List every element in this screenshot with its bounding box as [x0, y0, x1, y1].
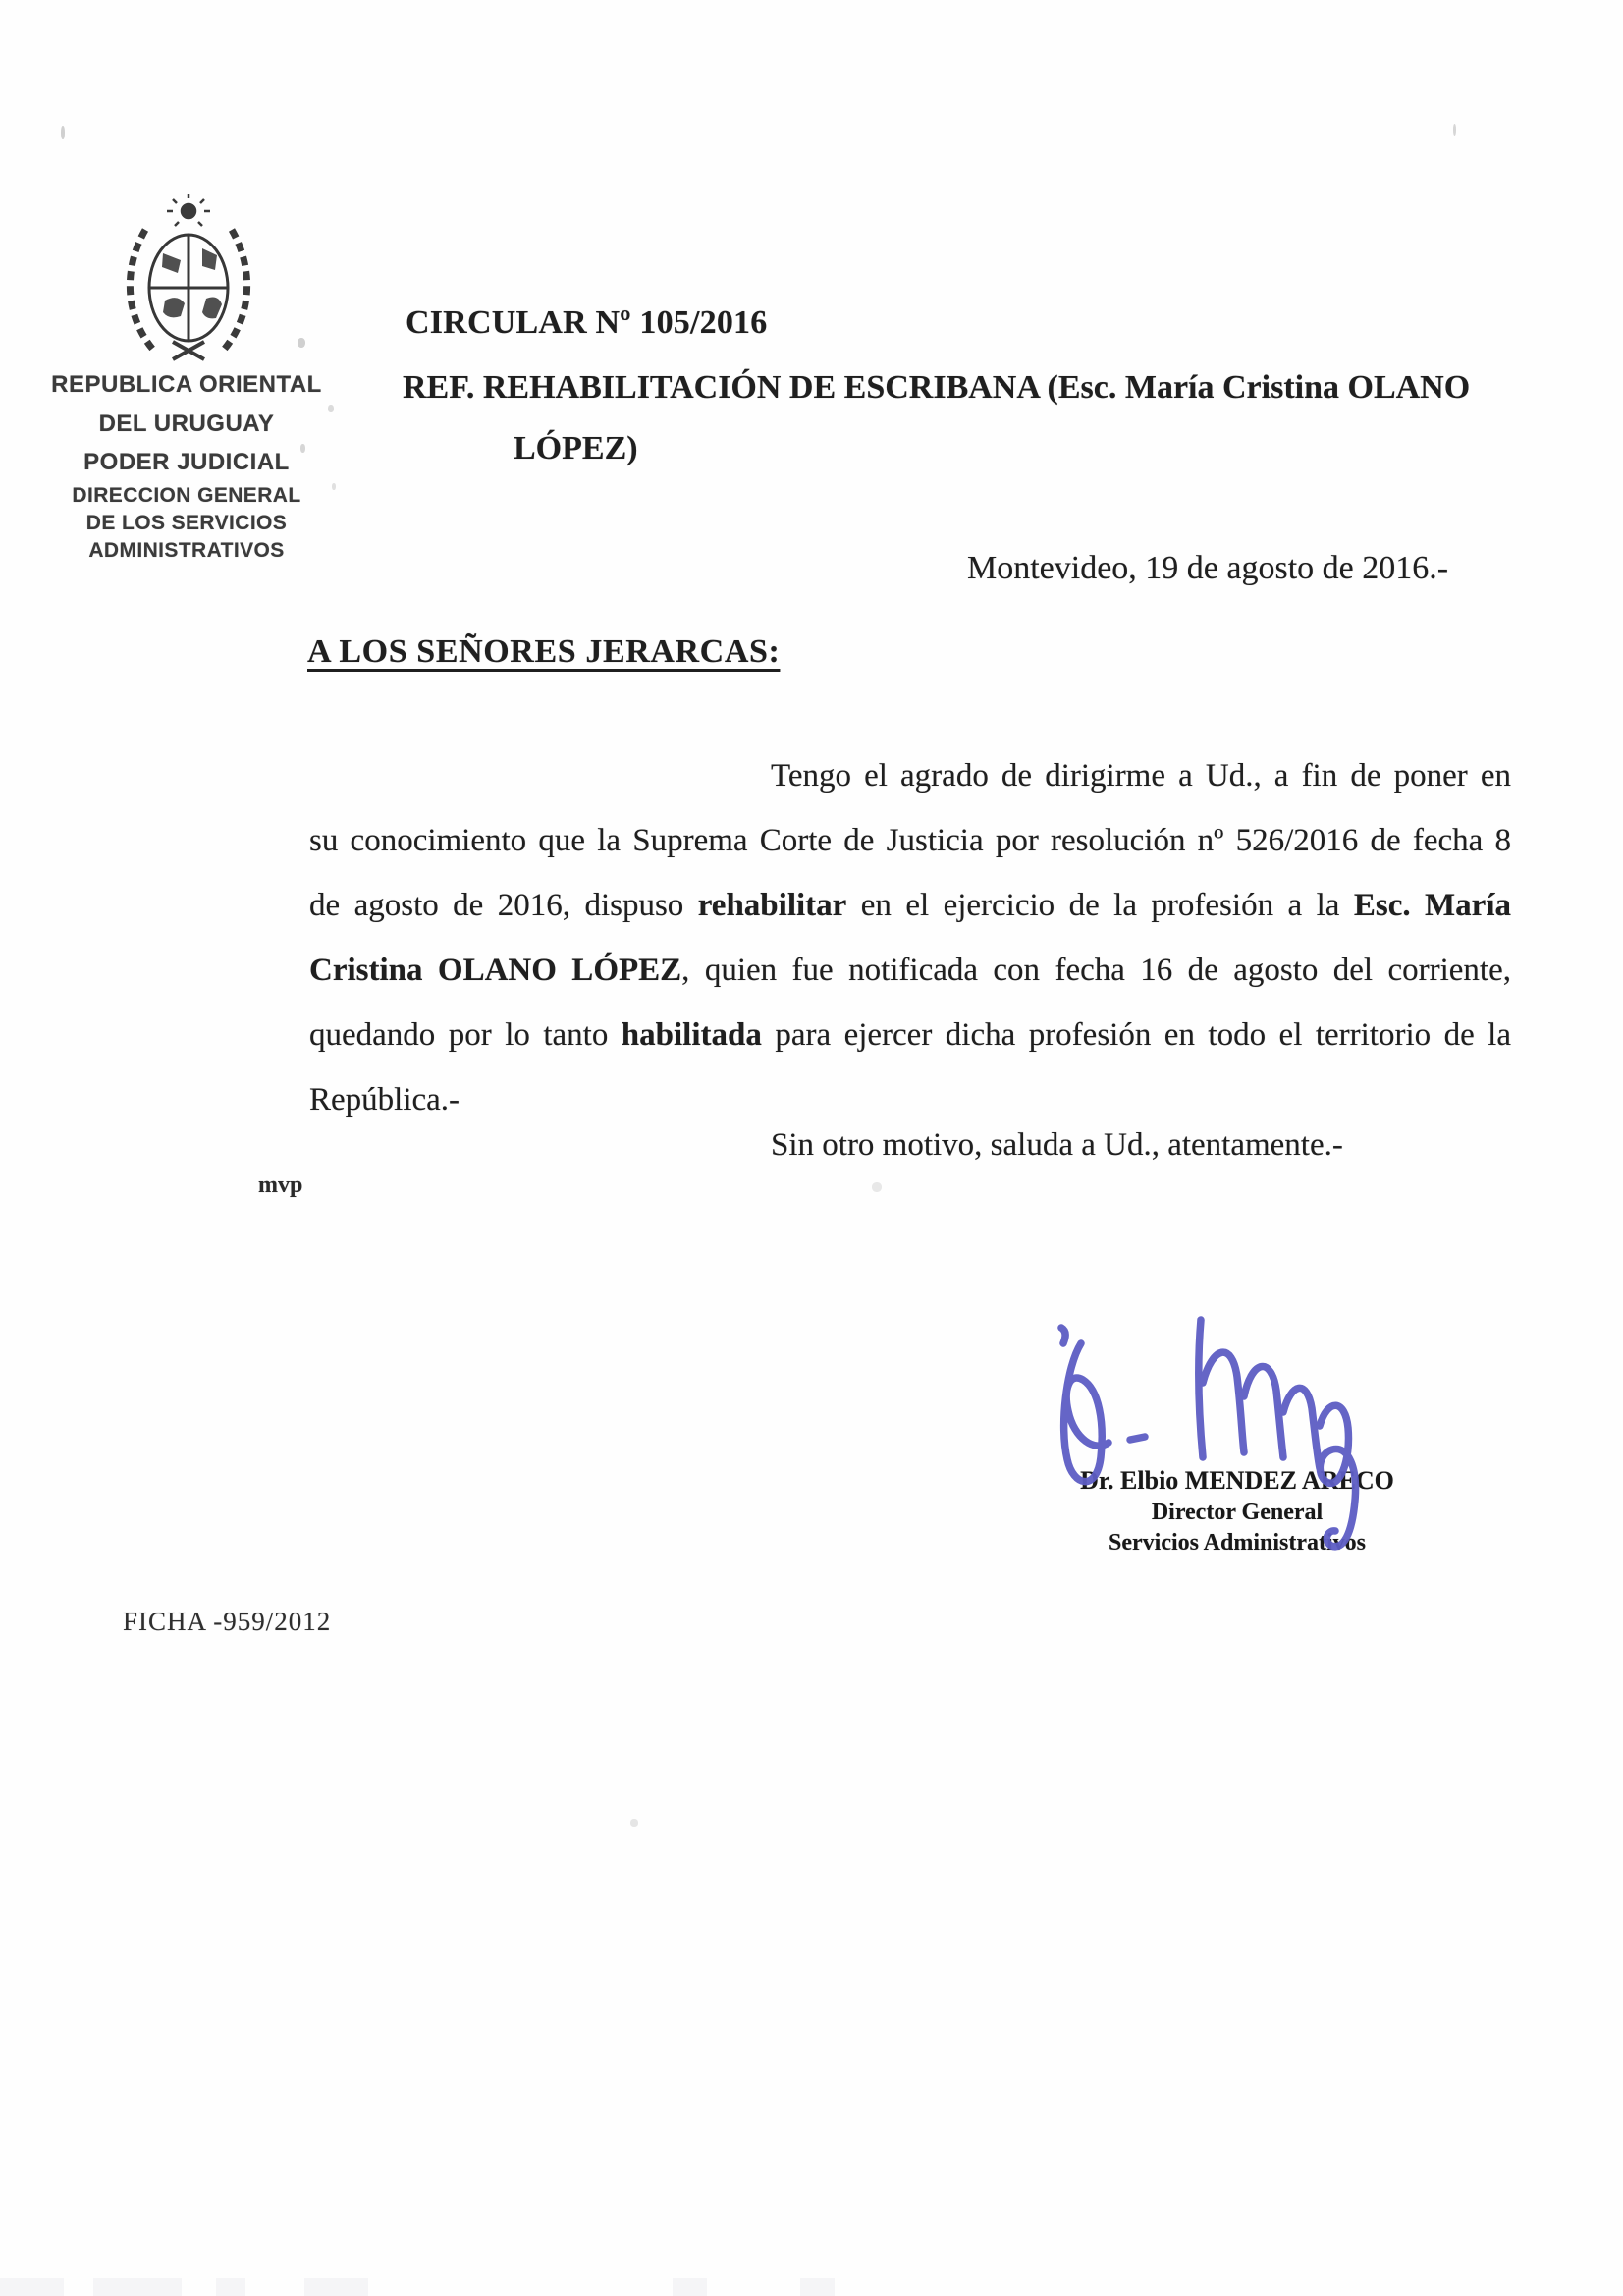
shield-quarters [162, 248, 222, 318]
signature-block [1051, 1464, 1424, 1558]
org-line: ADMINISTRATIVOS [88, 539, 285, 562]
scan-artifact [872, 1182, 882, 1192]
uruguay-coat-of-arms-emblem [116, 194, 261, 363]
signer-name: Dr. Elbio MENDEZ ARECO [1080, 1466, 1394, 1495]
scan-artifact [216, 2278, 245, 2296]
scan-artifact [61, 126, 65, 139]
org-line: DIRECCION GENERAL [72, 484, 301, 507]
letterhead-org-block [27, 365, 346, 482]
closing-line: Sin otro motivo, saluda a Ud., atentamente.- [771, 1127, 1343, 1163]
salutation: A LOS SEÑORES JERARCAS: [307, 633, 781, 670]
reference-line-2: LÓPEZ) [514, 430, 638, 466]
shield-outline [149, 235, 228, 341]
dateline: Montevideo, 19 de agosto de 2016.- [967, 550, 1449, 586]
reference-line-1: REF. REHABILITACIÓN DE ESCRIBANA (Esc. María Cristina OLANO [403, 369, 1471, 406]
scan-artifact [332, 483, 336, 490]
letterhead-dept-block [27, 482, 346, 565]
typist-initials: mvp [258, 1173, 303, 1198]
scan-artifact [300, 444, 305, 453]
scan-artifact [0, 2278, 64, 2296]
circular-number: CIRCULAR Nº 105/2016 [406, 304, 768, 341]
org-line: DE LOS SERVICIOS [85, 512, 288, 534]
scan-artifact [93, 2278, 182, 2296]
scan-artifact [1453, 124, 1456, 136]
scan-artifact [304, 2278, 368, 2296]
org-line: PODER JUDICIAL [83, 449, 290, 475]
org-line: REPUBLICA ORIENTAL [51, 371, 322, 398]
org-line: DEL URUGUAY [98, 410, 275, 437]
scan-artifact [298, 338, 305, 348]
file-number: FICHA -959/2012 [123, 1607, 332, 1636]
signer-title-2: Servicios Administrativos [1109, 1530, 1366, 1556]
scan-artifact [800, 2278, 835, 2296]
signer-title-1: Director General [1151, 1500, 1324, 1525]
sun-icon [167, 194, 210, 226]
scan-artifact [630, 1819, 638, 1827]
body-paragraph: Tengo el agrado de dirigirme a Ud., a fin de poner en su conocimiento que la Suprema Corte de Justicia por resolución nº 526/2016 de fecha 8 de agosto de 2016, dispuso rehabilitar en el ejercicio de la profesión a la Esc. María Cristina OLANO LÓPEZ, quien fue notificada con fecha 16 de agosto del corriente, quedando por lo tanto habilitada para ejercer dicha profesión en todo el territorio de la República.- [309, 758, 1512, 1118]
scan-artifact [328, 405, 334, 412]
scan-artifact [673, 2278, 707, 2296]
